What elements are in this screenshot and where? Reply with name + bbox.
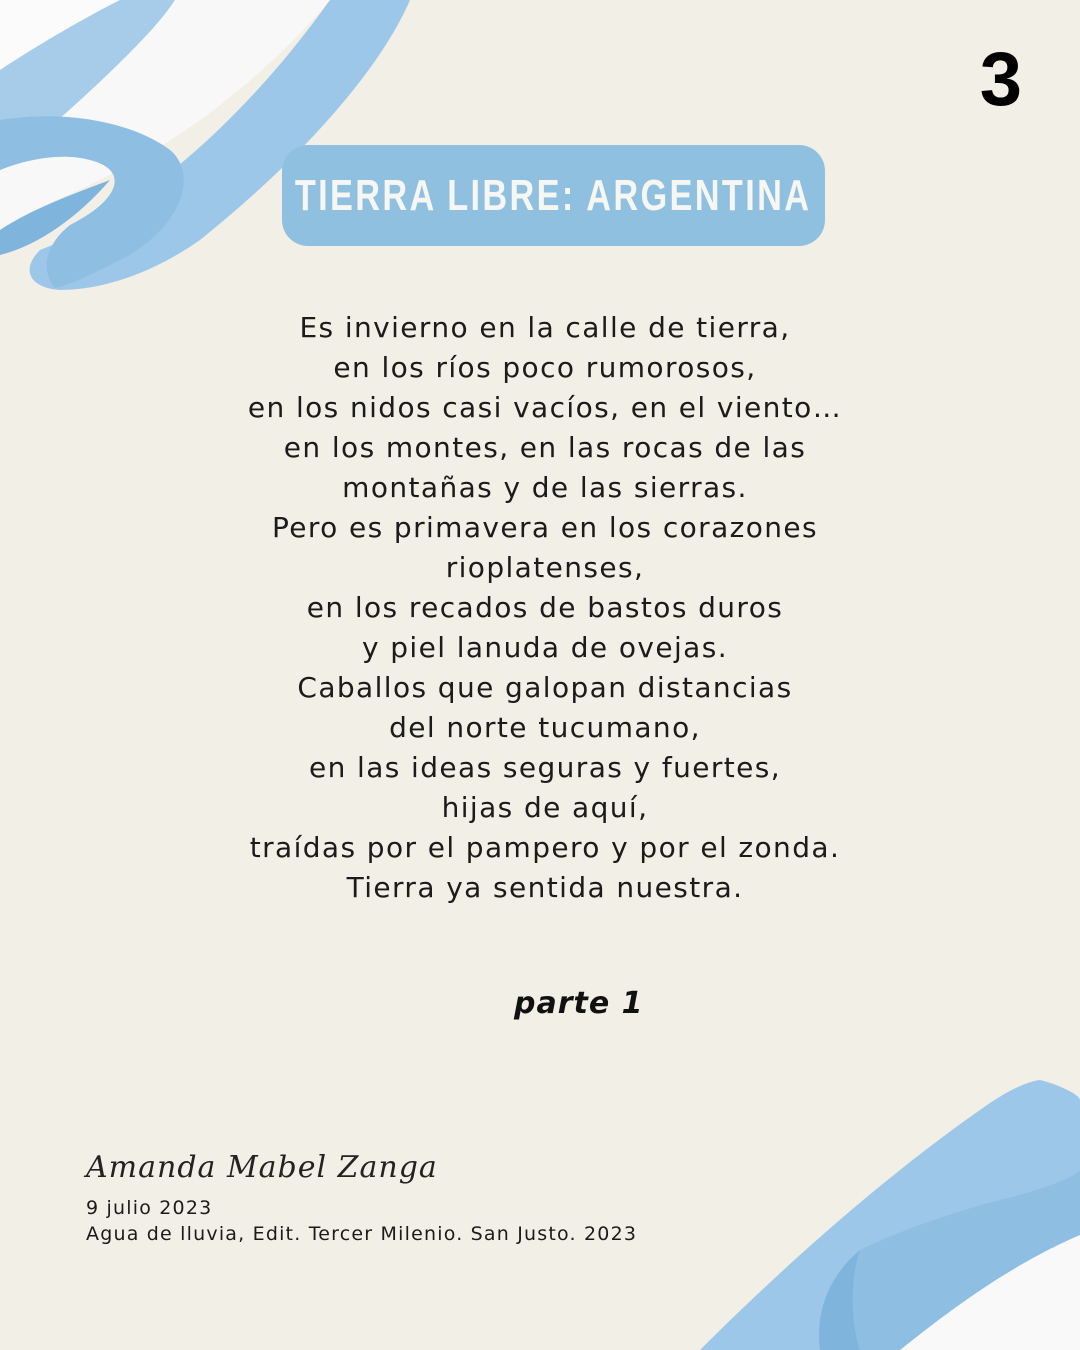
part-label: parte 1: [514, 986, 644, 1021]
poem-line: en los montes, en las rocas de las: [283, 431, 807, 464]
poem-line: Pero es primavera en los corazones: [271, 511, 819, 544]
publication-date: 9 julio 2023: [86, 1197, 213, 1219]
poem-body: [180, 308, 910, 908]
poem-line: hijas de aquí,: [441, 791, 649, 824]
poem-line: en los ríos poco rumorosos,: [333, 351, 757, 384]
author-signature: Amanda Mabel Zanga: [86, 1150, 438, 1185]
poem-title: TIERRA LIBRE: ARGENTINA: [295, 170, 812, 220]
page-number: 3: [979, 37, 1022, 122]
poem-line: traídas por el pampero y por el zonda.: [249, 831, 841, 864]
poem-line: montañas y de las sierras.: [342, 471, 748, 504]
bottom-right-flag-ribbon: [700, 1080, 1080, 1350]
poem-line: rioplatenses,: [445, 551, 645, 584]
poem-line: y piel lanuda de ovejas.: [361, 631, 729, 664]
poem-line: Tierra ya sentida nuestra.: [346, 871, 744, 904]
poem-line: Es invierno en la calle de tierra,: [299, 311, 791, 344]
poem-line: en las ideas seguras y fuertes,: [308, 751, 782, 784]
poem-line: del norte tucumano,: [389, 711, 701, 744]
poem-line: en los nidos casi vacíos, en el viento…: [247, 391, 843, 424]
poem-line: en los recados de bastos duros: [306, 591, 784, 624]
poem-line: Caballos que galopan distancias: [297, 671, 793, 704]
publication-source: Agua de lluvia, Edit. Tercer Milenio. San Justo. 2023: [86, 1223, 638, 1245]
title-banner: [282, 145, 825, 246]
